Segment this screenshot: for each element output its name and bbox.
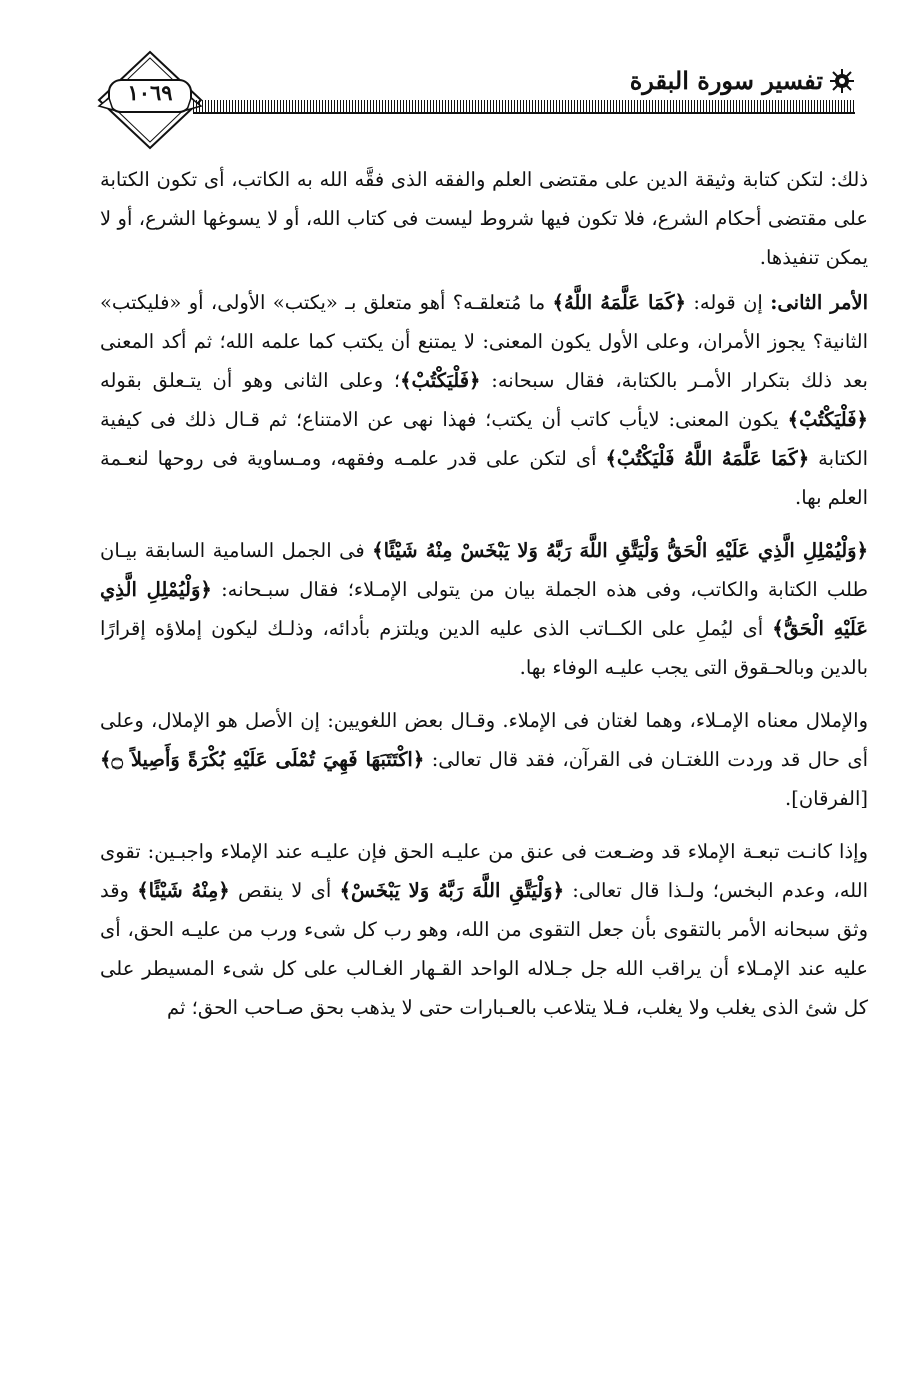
page-number: ١٠٦٩	[127, 80, 173, 105]
paragraph-text: ذلك: لتكن كتابة وثيقة الدين على مقتضى العلم والفقه الذى فقَّه الله به الكاتب، أى تكون الكتابة على مقتضى أحكام الشرع، فلا تكون فيها شروط ليست فى كتاب الله، أو لا يسوغها الشرع، أو لا يمكن تنفيذها.	[100, 168, 868, 269]
quran-quote: ﴿وَلْيُمْلِلِ الَّذِي عَلَيْهِ الْحَقُّ وَلْيَتَّقِ اللَّهَ رَبَّهُ وَلا يَبْخَسْ مِنْهُ شَيْئًا﴾	[372, 539, 868, 562]
quran-quote: ﴿وَلْيُمْلِلِ الَّذِي عَلَيْهِ الْحَقُّ﴾	[100, 578, 868, 640]
paragraph-text: يكون المعنى: لايأب كاتب أن يكتب؛ فهذا نهى عن الامتناع؛ ثم قـال ذلك فى كيفية الكتابة	[100, 408, 868, 470]
paragraph	[100, 701, 868, 818]
paragraph	[100, 283, 868, 517]
paragraph-text: وإذا كانـت تبعـة الإملاء قد وضـعت فى عنق من عليـه الحق فإن عليـه عند الإملاء واجبـين: تقوى الله، وعدم البخس؛ ولـذا قال تعالى:	[100, 840, 868, 902]
flower-ornament-icon	[829, 68, 855, 94]
quran-quote: ﴿وَلْيَتَّقِ اللَّهَ رَبَّهُ وَلا يَبْخَسْ﴾	[339, 879, 565, 902]
header-rule-hatched	[193, 100, 855, 112]
paragraph	[100, 531, 868, 687]
paragraph	[100, 160, 868, 277]
paragraph-text: [الفرقان].	[785, 787, 868, 810]
paragraph-text: فى الجمل السامية السابقة بيـان طلب الكتابة والكاتب، وفى هذه الجملة بيان من يتولى الإمـلاء؛ فقال سبـحانه:	[100, 539, 869, 601]
paragraph-text: والإملال معناه الإمـلاء، وهما لغتان فى الإملاء. وقـال بعض اللغويين: إن الأصل هو الإملال، وعلى أى حال قد وردت اللغتـان فى القرآن، فقد قال تعالى:	[100, 709, 869, 771]
paragraph-text: إن قوله:	[685, 291, 771, 314]
page-header	[95, 48, 855, 158]
running-title: تفسير سورة البقرة	[629, 66, 823, 95]
quran-quote: ﴿كَمَا عَلَّمَهُ اللَّهُ فَلْيَكْتُبْ﴾	[605, 447, 810, 470]
paragraph-text: ما مُتعلقـه؟ أهو متعلق بـ «يكتب» الأولى، أو «فليكتب» الثانية؟ يجوز الأمران، وعلى الأول يكون المعنى: لا يمتنع أن يكتب كما علمه الله؛ ثم أكد المعنى بعد ذلك بتكرار الأمـر بالكتابة، فقال سبحانه:	[100, 291, 868, 392]
paragraph	[100, 832, 868, 1027]
page-body	[100, 160, 868, 1041]
section-term: الأمر الثانى:	[770, 291, 869, 314]
quran-quote: ﴿فَلْيَكْتُبْ﴾	[787, 408, 868, 431]
quran-quote: ﴿مِنْهُ شَيْئًا﴾	[137, 879, 230, 902]
quran-quote: ﴿كَمَا عَلَّمَهُ اللَّهُ﴾	[552, 291, 686, 314]
quran-quote: ﴿اكْتَتَبَهَا فَهِيَ تُمْلَى عَلَيْهِ بُكْرَةً وَأَصِيلاً ۝﴾	[100, 748, 425, 771]
quran-quote: ﴿فَلْيَكْتُبْ﴾	[400, 369, 481, 392]
paragraph-text: ؛ وعلى الثانى وهو أن يتـعلق بقوله	[100, 369, 401, 392]
paragraph-text: أى لا ينقص	[229, 879, 340, 902]
paragraph-text: أى لتكن على قدر علمـه وفقهه، ومـساوية فى روحها لنعـمة العلم بها.	[100, 447, 868, 509]
paragraph-text: أى ليُملِ على الكــاتب الذى عليه الدين ويلتزم بأدائه، وذلـك ليكون إملاؤه إقرارًا بالدين وبالحـقوق التى يجب عليـه الوفاء بها.	[100, 617, 868, 679]
paragraph-text: وقد وثق سبحانه الأمر بالتقوى بأن جعل التقوى من الله، وهو رب كل شىء ورب من عليـه الحق، أى عليه عند الإمـلاء أن يراقب الله جل جـلاله الواحد القـهار الغـالب على كل شىء المسيطر على كل شئ الذى يغلب ولا يغلب، فـلا يتلاعب بالعـبارات حتى لا يذهب بحق صـاحب الحق؛ ثم	[100, 879, 868, 1019]
header-rule-line	[193, 112, 855, 114]
